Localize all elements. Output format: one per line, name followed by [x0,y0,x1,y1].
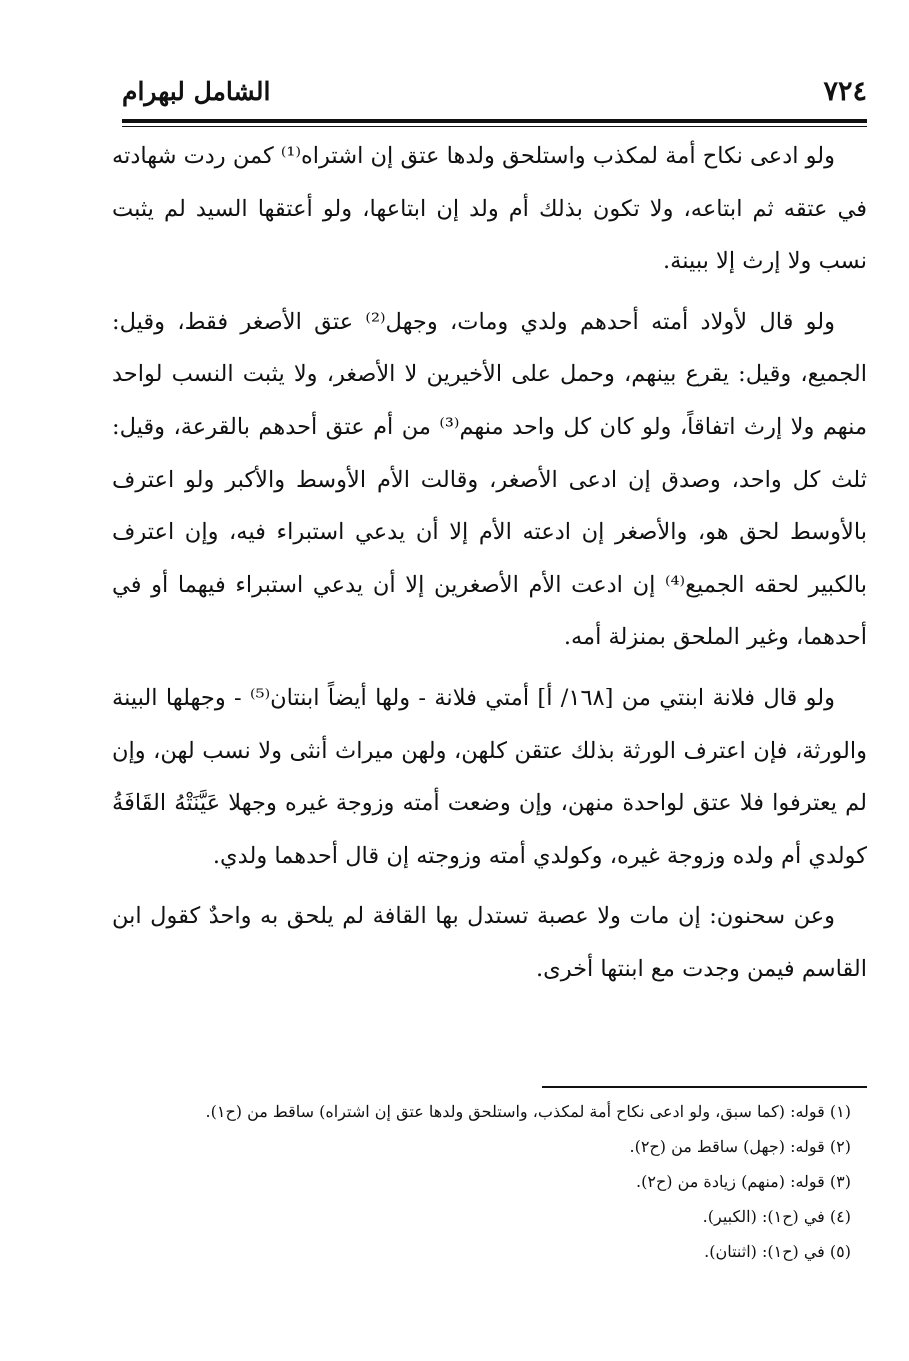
paragraph: ولو قال لأولاد أمته أحدهم ولدي ومات، وجهل⁽²⁾ عتق الأصغر فقط، وقيل: الجميع، وقيل: يقرع بينهم، وحمل على الأخيرين لا الأصغر، ولا يثبت النسب لواحد منهم ولا إرث اتفاقاً، ولو كان كل واحد منهم⁽³⁾ من أم عتق أحدهم بالقرعة، وقيل: ثلث كل واحد، وصدق إن ادعى الأصغر، وقالت الأم الأوسط والأكبر ولو اعترف بالأوسط لحق هو، والأصغر إن ادعته الأم إلا أن يدعي استبراء فيه، وإن اعترف بالكبير لحقه الجميع⁽⁴⁾ إن ادعت الأم الأصغرين إلا أن يدعي استبراء فيهما أو في أحدهما، وغير الملحق بمنزلة أمه. [112,308,868,651]
footnote: (٥) في (ح١): (اثنتان). [704,1242,851,1261]
header-rule [122,119,867,123]
footnote: (٤) في (ح١): (الكبير). [702,1207,851,1226]
paragraph: ولو قال فلانة ابنتي من [١٦٨/ أ] أمتي فلانة - ولها أيضاً ابنتان⁽⁵⁾ - وجهلها البينة والورثة، فإن اعترف الورثة بذلك عتقن كلهن، ولهن ميراث أنثى ولا نسب لهن، وإن لم يعترفوا فلا عتق لواحدة منهن، وإن وضعت أمته وزوجة غيره وجهلا عَيَّنَتْهُ القَافَةُ كولدي أم ولده وزوجة غيره، وكولدي أمته وزوجته إن قال أحدهما ولدي. [112,684,867,869]
page-header [122,72,867,116]
page-number: ٧٢٤ [823,76,867,107]
footnote: (٣) قوله: (منهم) زيادة من (ح٢). [636,1172,851,1191]
header-rule-thin [122,126,867,127]
paragraph: وعن سحنون: إن مات ولا عصبة تستدل بها القافة لم يلحق به واحدٌ كقول ابن القاسم فيمن وجدت مع ابنتها أخرى. [112,903,867,982]
footnote: (٢) قوله: (جهل) ساقط من (ح٢). [629,1137,851,1156]
footnote-separator [542,1086,867,1088]
footnotes [112,1094,851,1269]
main-text [112,130,867,1004]
book-title: الشامل لبهرام [122,77,271,106]
footnote: (١) قوله: (كما سبق، ولو ادعى نكاح أمة لمكذب، واستلحق ولدها عتق إن اشتراه) ساقط من (ح١). [205,1102,851,1121]
paragraph: ولو ادعى نكاح أمة لمكذب واستلحق ولدها عتق إن اشتراه⁽¹⁾ كمن ردت شهادته في عتقه ثم ابتاعه، ولا تكون بذلك أم ولد إن ابتاعها، ولو أعتقها السيد لم يثبت نسب ولا إرث إلا ببينة. [112,143,867,275]
